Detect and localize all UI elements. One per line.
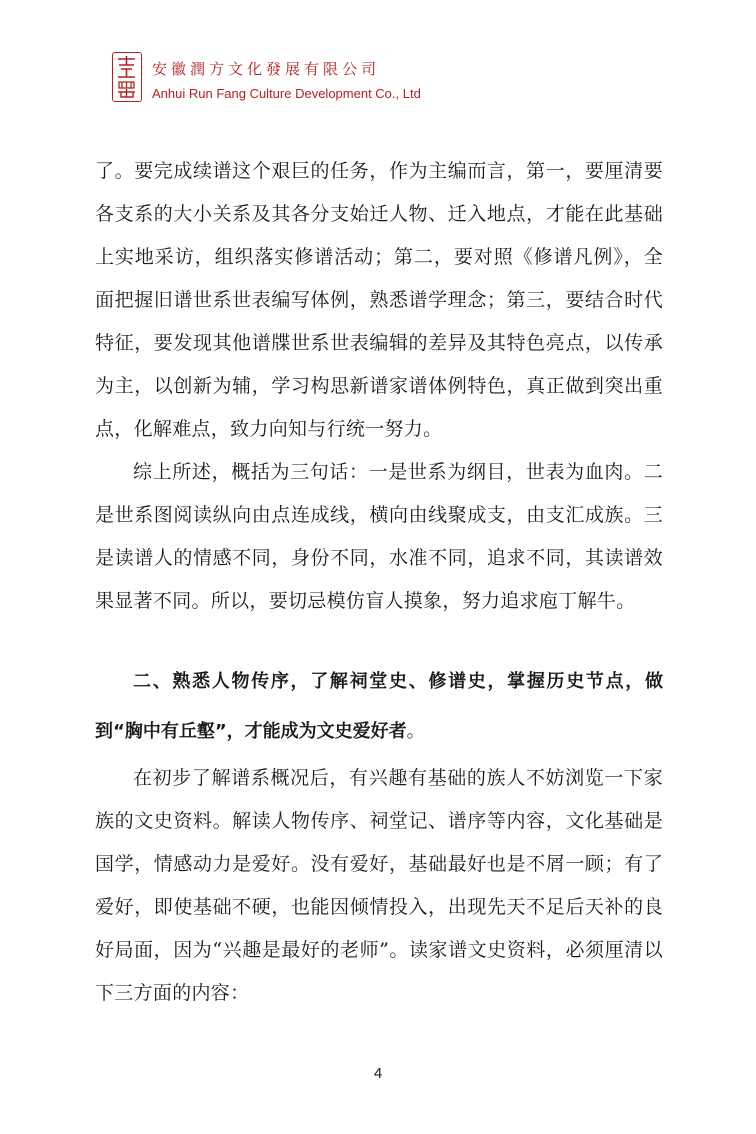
section-heading [95,657,663,757]
letterhead [112,50,532,106]
page-number: 4 [373,1065,383,1082]
section-heading-bold-text: 二、熟悉人物传序，了解祠堂史、修谱史，掌握历史节点，做到“胸中有丘壑”，才能成为文史爱好者 [95,671,663,742]
red-seal-logo-icon [112,52,142,102]
section-heading-tail: 。 [406,721,425,742]
company-name-english: Anhui Run Fang Culture Development Co., Ltd [152,86,421,101]
company-name-chinese: 安徽潤方文化發展有限公司 [152,60,381,78]
paragraph-section-intro: 在初步了解谱系概况后，有兴趣有基础的族人不妨浏览一下家族的文史资料。解读人物传序、祠堂记、谱序等内容，文化基础是国学，情感动力是爱好。没有爱好，基础最好也是不屑一顾；有了爱好，即使基础不硬，也能因倾情投入，出现先天不足后天补的良好局面，因为“兴趣是最好的老师”。读家谱文史资料，必须厘清以下三方面的内容： [95,767,663,1004]
paragraph-summary: 综上所述，概括为三句话：一是世系为纲目，世表为血肉。二是世系图阅读纵向由点连成线，横向由线聚成支，由支汇成族。三是读谱人的情感不同，身份不同，水准不同，追求不同，其读谱效果显著不同。所以，要切忌模仿盲人摸象，努力追求庖丁解牛。 [95,461,663,612]
paragraph-continuation: 了。要完成续谱这个艰巨的任务，作为主编而言，第一，要厘清要各支系的大小关系及其各分支始迁人物、迁入地点，才能在此基础上实地采访，组织落实修谱活动；第二，要对照《修谱凡例》，全面把握旧谱世系世表编写体例，熟悉谱学理念；第三，要结合时代特征，要发现其他谱牒世系世表编辑的差异及其特色亮点，以传承为主，以创新为辅，学习构思新谱家谱体例特色，真正做到突出重点，化解难点，致力向知与行统一努力。 [95,160,663,440]
document-body [95,150,663,1015]
